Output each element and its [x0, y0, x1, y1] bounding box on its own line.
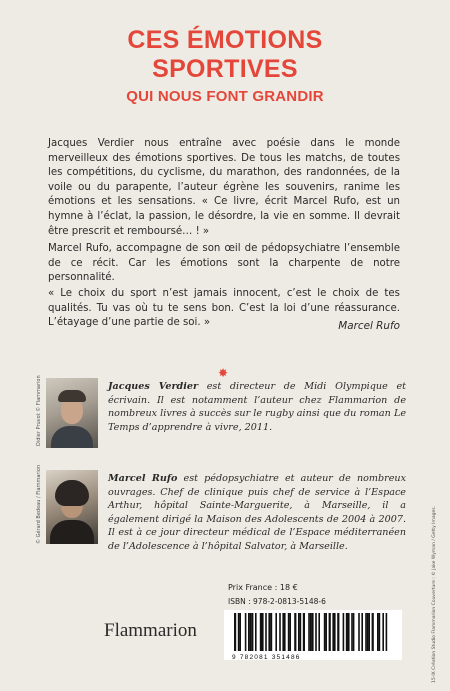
asterisk-ornament-icon: ✸ — [218, 366, 229, 380]
barcode-bar — [260, 613, 262, 651]
barcode-bar — [329, 613, 331, 651]
barcode-bar — [251, 613, 253, 651]
barcode-bar — [289, 613, 291, 651]
author-name-verdier: Jacques Verdier — [108, 381, 199, 392]
barcode-bar — [334, 613, 336, 651]
barcode-bar — [361, 613, 363, 651]
barcode-bar — [315, 613, 317, 651]
barcode-bar — [248, 613, 250, 651]
quote-signature: Marcel Rufo — [338, 320, 400, 332]
author-photo-rufo — [46, 470, 98, 544]
intro-paragraph-2: Marcel Rufo, accompagne de son œil de pédopsychiatre l’ensemble de ce récit. Car les émotions sont la charpente de notre personnalité. — [48, 243, 400, 284]
barcode-bar — [268, 613, 270, 651]
barcode-bar — [245, 613, 247, 651]
barcode-bar — [311, 613, 313, 651]
barcode-bar — [308, 613, 310, 651]
barcode-bar — [282, 613, 284, 651]
barcode-bar — [298, 613, 300, 651]
cover-credits: 15-IX Création Studio Flammarion Couverture : © Jake Wyman / Getty Images. — [432, 505, 437, 683]
price-label: Prix France : 18 € — [228, 583, 298, 592]
author-photo-verdier — [46, 378, 98, 448]
barcode-bar — [262, 613, 264, 651]
author-name-rufo: Marcel Rufo — [108, 473, 178, 484]
barcode — [224, 610, 402, 660]
author-bio-rufo — [108, 472, 406, 554]
barcode-bar — [346, 613, 348, 651]
publisher-logo: Flammarion — [104, 620, 197, 641]
barcode-bar — [284, 613, 286, 651]
barcode-bar — [318, 613, 320, 651]
barcode-bar — [337, 613, 339, 651]
title-line-1: CES ÉMOTIONS — [127, 26, 323, 54]
subtitle: QUI NOUS FONT GRANDIR — [126, 88, 324, 105]
barcode-bar — [234, 613, 236, 651]
isbn-label: ISBN : 978-2-0813-5148-6 — [228, 597, 326, 606]
barcode-bar — [238, 613, 240, 651]
barcode-bar — [365, 613, 367, 651]
barcode-bar — [351, 613, 353, 651]
barcode-bar — [382, 613, 384, 651]
barcode-bar — [324, 613, 326, 651]
title-line-2: SPORTIVES — [152, 55, 298, 83]
intro-paragraph-1: Jacques Verdier nous entraîne avec poésie dans le monde merveilleux des émotions sportives. De tous les matchs, de toutes les compétitions, du cyclisme, du marathon, des randonnées, de la voile ou du parapente, l’auteur égrène les souvenirs, ranime les émotions et les sensations. « Ce livre, écrit Marcel Rufo, est un hymne à l’éclat, la passion, le désordre, la vie en somme. Il devrait être prescrit et remboursé… ! » — [48, 138, 400, 237]
barcode-bar — [353, 613, 355, 651]
barcode-bar — [379, 613, 381, 651]
barcode-bar — [368, 613, 370, 651]
barcode-bar — [255, 613, 257, 651]
barcode-bar — [250, 613, 252, 651]
barcode-bar — [271, 613, 273, 651]
barcode-bar — [300, 613, 302, 651]
barcode-bar — [288, 613, 290, 651]
quote-paragraph: « Le choix du sport n’est jamais innocent, c’est le choix de tes qualités. Tu vas où tu te sens bon. C’est la loi d’une réassurance. L’étayage d’une partie de soi. » — [48, 288, 400, 329]
barcode-bars — [234, 613, 394, 653]
barcode-bar — [377, 613, 379, 651]
barcode-bar — [325, 613, 327, 651]
barcode-bar — [239, 613, 241, 651]
barcode-number: 9 782081 351486 — [232, 654, 301, 661]
author-bio-text-rufo: est pédopsychiatre et auteur de nombreux ouvrages. Chef de clinique puis chef de service à l’Espace Arthur, hôpital Sainte-Marguerite, à Marseille, il a également dirigé la Maison des Adolescents de 2004 à 2007. Il est à ce jour directeur médical de l’Espace méditerranéen de l’Adolescence à l’hôpital Salvator, à Marseille. — [108, 473, 406, 552]
barcode-bar — [386, 613, 388, 651]
barcode-bar — [358, 613, 360, 651]
barcode-bar — [303, 613, 305, 651]
barcode-bar — [265, 613, 267, 651]
barcode-bar — [343, 613, 345, 651]
barcode-bar — [348, 613, 350, 651]
barcode-bar — [279, 613, 281, 651]
photo-credit-rufo: © Gérard Bedeau / Flammarion — [36, 464, 42, 544]
barcode-bar — [294, 613, 296, 651]
barcode-bar — [367, 613, 369, 651]
author-bio-text-verdier: est directeur de Midi Olympique et écrivain. Il est notamment l’auteur chez Flammarion de nombreux livres à succès sur le rugby ainsi que du roman Le Temps d’apprendre à vivre, 2011. — [108, 381, 406, 433]
photo-credit-verdier: Didier Pruvot © Flammarion — [36, 375, 42, 446]
barcode-bar — [310, 613, 312, 651]
barcode-bar — [332, 613, 334, 651]
barcode-bar — [275, 613, 277, 651]
barcode-bar — [372, 613, 374, 651]
author-bio-verdier — [108, 380, 406, 434]
